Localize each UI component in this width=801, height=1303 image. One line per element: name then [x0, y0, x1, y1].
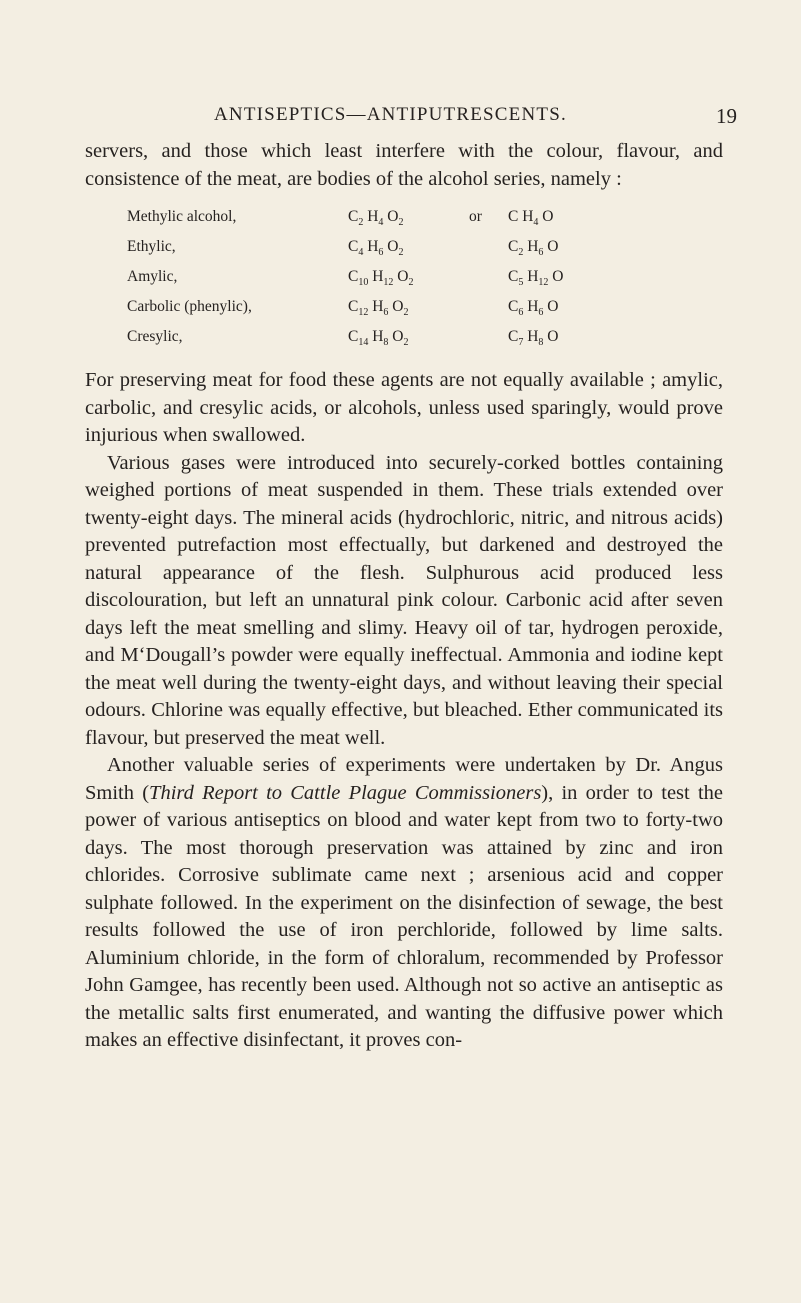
paragraph-gases-trials: Various gases were introduced into securely-corked bottles containing weighed portions of meat suspended in them. These trials extended over twenty-eight days. The mineral acids (hydrochloric, nitric, and nitrous acids) prevented putrefaction most effectually, but darkened and destroyed the natural appearance of the flesh. Sulphurous acid produced less discolouration, but left an unnatural pink colour. Carbonic acid after seven days left the meat smelling and slimy. Heavy oil of tar, hydrogen peroxide, and M‘Dougall’s powder were equally ineffectual. Ammonia and iodine kept the meat well during the twenty-eight days, and without leaving their special odours. Chlorine was equally effective, but bleached. Ether communicated its flavour, but preserved the meat well.: [85, 451, 723, 749]
element-symbol: H: [523, 298, 539, 316]
paragraph-3-rest: ), in order to test the power of various antiseptics on blood and water kept from two to forty-two days. The most thorough preservation was attained by zinc and iron chlorides. Corrosive sublimate came next ; arsenious acid and copper sulphate followed. In the experiment on the disinfection of sewage, the best results followed the use of iron perchloride, followed by lime salts. Aluminium chloride, in the form of chloralum, recommended by Professor John Gamgee, has recently been used. Although not so active an antiseptic as the metallic salts first enumerated, and wanting the diffusive power which makes an effective disinfectant, it proves con-: [85, 781, 723, 1052]
subscript: 5: [518, 277, 524, 289]
formula-old-notation: [348, 295, 469, 325]
formula-old-notation: [348, 325, 469, 355]
or-connector: [469, 265, 508, 295]
subscript: 6: [538, 247, 544, 259]
body-text: [85, 138, 723, 1055]
element-symbol: H: [368, 298, 384, 316]
element-symbol: O: [388, 328, 404, 346]
alcohol-name: Ethylic,: [127, 238, 176, 256]
or-connector: or: [469, 208, 482, 225]
element-symbol: O: [543, 298, 559, 316]
formula-new-notation: [508, 265, 573, 295]
subscript: 14: [358, 337, 369, 349]
subscript: 4: [533, 217, 539, 229]
alcohol-name: Methylic alcohol,: [127, 208, 237, 225]
subscript: 2: [403, 307, 409, 319]
subscript: 2: [358, 217, 364, 229]
element-symbol: C: [508, 298, 519, 316]
subscript: 6: [383, 307, 389, 319]
alcohol-formula-table: [127, 205, 573, 355]
subscript: 7: [518, 337, 524, 349]
element-symbol: C: [508, 268, 519, 286]
alcohol-name: Amylic,: [127, 268, 178, 286]
element-symbol: H: [368, 268, 384, 286]
formula-old-notation: [348, 265, 469, 295]
subscript: 2: [408, 277, 414, 289]
subscript: 8: [383, 337, 389, 349]
element-symbol: O: [543, 238, 559, 256]
element-symbol: C: [508, 208, 519, 225]
element-symbol: H: [368, 328, 384, 346]
running-head: [0, 104, 801, 130]
element-symbol: H: [523, 268, 539, 286]
element-symbol: C: [348, 268, 359, 286]
formula-old-notation: [348, 205, 469, 235]
formula-row: [127, 235, 573, 265]
alcohol-name: Carbolic (phenylic),: [127, 298, 252, 316]
report-title: Third Report to Cattle Plague Commissioners: [149, 781, 542, 804]
or-connector: [469, 235, 508, 265]
element-symbol: C: [348, 298, 359, 316]
formula-new-notation: [508, 235, 573, 265]
element-symbol: H: [518, 208, 534, 225]
element-symbol: H: [363, 208, 379, 225]
subscript: 8: [538, 337, 544, 349]
formula-new-notation: [508, 295, 573, 325]
subscript: 6: [518, 307, 524, 319]
element-symbol: C: [348, 208, 359, 225]
formula-new-notation: [508, 325, 573, 355]
element-symbol: C: [508, 328, 519, 346]
element-symbol: H: [523, 238, 539, 256]
formula-row: [127, 325, 573, 355]
subscript: 2: [403, 337, 409, 349]
paragraph-angus-smith: [85, 752, 723, 1055]
subscript: 2: [398, 247, 404, 259]
formula-row: [127, 295, 573, 325]
element-symbol: O: [548, 268, 564, 286]
element-symbol: H: [363, 238, 379, 256]
element-symbol: C: [348, 328, 359, 346]
element-symbol: O: [383, 208, 399, 225]
element-symbol: O: [383, 238, 399, 256]
subscript: 4: [358, 247, 364, 259]
or-connector: [469, 295, 508, 325]
subscript: 12: [383, 277, 394, 289]
element-symbol: O: [393, 268, 409, 286]
formula-row: [127, 265, 573, 295]
element-symbol: H: [523, 328, 539, 346]
formula-old-notation: [348, 235, 469, 265]
element-symbol: O: [388, 298, 404, 316]
subscript: 2: [518, 247, 524, 259]
page-number: 19: [716, 104, 737, 128]
running-title: ANTISEPTICS—ANTIPUTRESCENTS.: [214, 104, 567, 125]
subscript: 4: [378, 217, 384, 229]
alcohol-name: Cresylic,: [127, 328, 183, 346]
subscript: 12: [538, 277, 549, 289]
subscript: 10: [358, 277, 369, 289]
paragraph-preserving-meat: For preserving meat for food these agents are not equally available ; amylic, carbolic, and cresylic acids, or alcohols, unless used sparingly, would prove injurious when swallowed.: [85, 369, 723, 447]
element-symbol: C: [348, 238, 359, 256]
subscript: 2: [398, 217, 404, 229]
element-symbol: C: [508, 238, 519, 256]
paragraph-3-lead: Another valuable series of experiments were undertaken by Dr. Angus Smith (: [85, 754, 723, 804]
formula-row: [127, 205, 573, 235]
intro-paragraph: servers, and those which least interfere with the colour, flavour, and consistence of the meat, are bodies of the alcohol series, namely :: [85, 140, 723, 190]
element-symbol: O: [543, 328, 559, 346]
subscript: 6: [538, 307, 544, 319]
element-symbol: O: [538, 208, 554, 225]
or-connector: [469, 325, 508, 355]
subscript: 12: [358, 307, 369, 319]
subscript: 6: [378, 247, 384, 259]
formula-new-notation: [508, 205, 573, 235]
